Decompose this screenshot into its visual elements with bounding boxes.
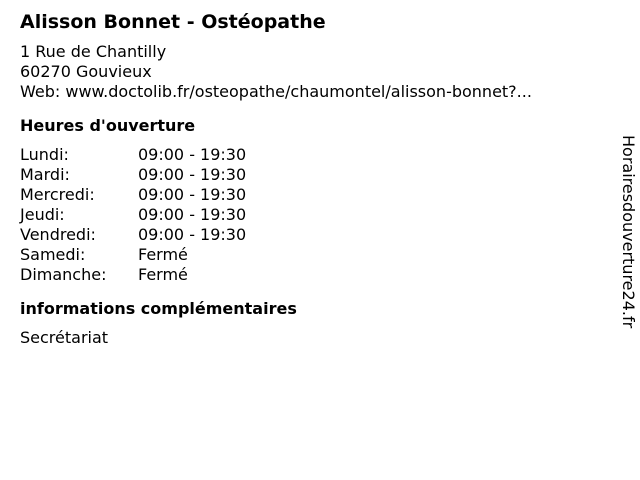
site-watermark: Horairesdouverture24.fr <box>619 135 638 329</box>
additional-info-text: Secrétariat <box>20 328 109 347</box>
day-label: Dimanche: <box>20 265 107 284</box>
opening-hours-title: Heures d'ouverture <box>20 116 196 135</box>
website-link[interactable]: Web: www.doctolib.fr/osteopathe/chaumontel/alisson-bonnet?... <box>20 82 532 101</box>
hours-row-friday <box>20 225 600 245</box>
time-value: Fermé <box>138 265 188 284</box>
hours-row-tuesday <box>20 165 600 185</box>
hours-row-monday <box>20 145 600 165</box>
hours-row-saturday <box>20 245 600 265</box>
hours-row-thursday <box>20 205 600 225</box>
hours-row-wednesday <box>20 185 600 205</box>
time-value: 09:00 - 19:30 <box>138 185 247 204</box>
day-label: Mardi: <box>20 165 70 184</box>
address-city: 60270 Gouvieux <box>20 62 152 81</box>
time-value: Fermé <box>138 245 188 264</box>
time-value: 09:00 - 19:30 <box>138 205 247 224</box>
hours-row-sunday <box>20 265 600 285</box>
day-label: Samedi: <box>20 245 86 264</box>
day-label: Jeudi: <box>20 205 65 224</box>
address-street: 1 Rue de Chantilly <box>20 42 167 61</box>
additional-info-title: informations complémentaires <box>20 299 297 318</box>
day-label: Mercredi: <box>20 185 95 204</box>
day-label: Vendredi: <box>20 225 96 244</box>
time-value: 09:00 - 19:30 <box>138 165 247 184</box>
time-value: 09:00 - 19:30 <box>138 225 247 244</box>
business-card <box>20 10 600 348</box>
time-value: 09:00 - 19:30 <box>138 145 247 164</box>
business-title: Alisson Bonnet - Ostéopathe <box>20 11 326 33</box>
opening-hours-table <box>20 145 600 285</box>
day-label: Lundi: <box>20 145 69 164</box>
